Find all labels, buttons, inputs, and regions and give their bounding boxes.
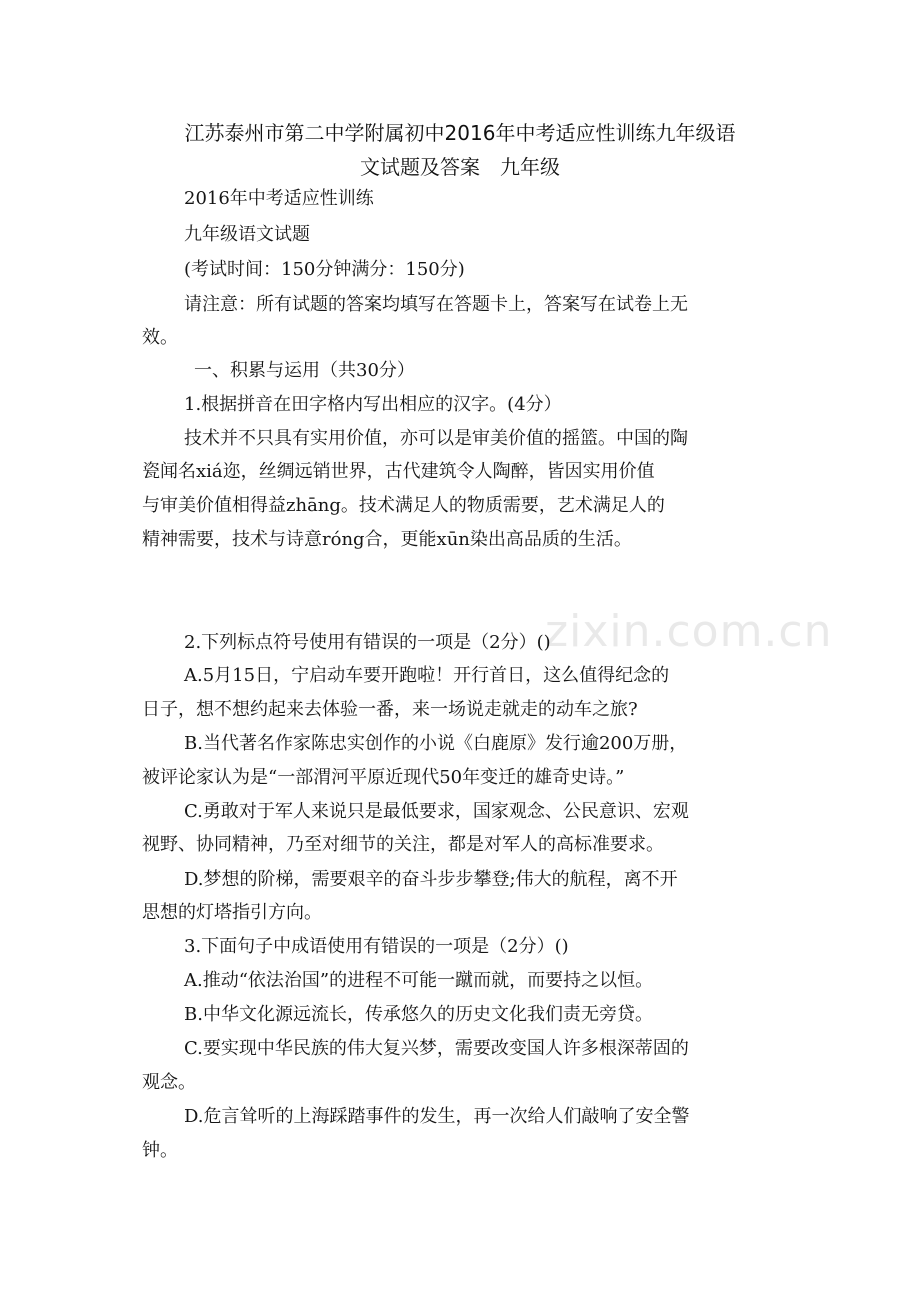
option-line: 日子，想不想约起来去体验一番，来一场说走就走的动车之旅? <box>142 699 638 720</box>
option-line: C.要实现中华民族的伟大复兴梦，需要改变国人许多根深蒂固的 <box>184 1038 689 1059</box>
section-heading: 一、积累与运用（共30分） <box>194 360 415 381</box>
option-line: A.推动“依法治国”的进程不可能一蹴而就，而要持之以恒。 <box>184 970 654 991</box>
option-line: 观念。 <box>142 1072 196 1093</box>
subtitle-exam-name: 九年级语文试题 <box>184 224 310 245</box>
option-line: 思想的灯塔指引方向。 <box>142 902 322 923</box>
option-line: A.5月15日，宁启动车要开跑啦！开行首日，这么值得纪念的 <box>184 665 670 686</box>
passage-line: 与审美价值相得益zhāng。技术满足人的物质需要，艺术满足人的 <box>142 495 665 516</box>
watermark: zixin.com.cn <box>545 606 833 657</box>
question-1-prompt: 1.根据拼音在田字格内写出相应的汉字。(4分） <box>184 394 562 415</box>
question-3-prompt: 3.下面句子中成语使用有错误的一项是（2分）() <box>184 936 569 957</box>
notice-line-1: 请注意：所有试题的答案均填写在答题卡上，答案写在试卷上无 <box>184 294 688 315</box>
exam-info: (考试时间：150分钟满分：150分) <box>184 259 465 280</box>
title-line-2: 文试题及答案 九年级 <box>360 155 560 179</box>
document-title <box>140 116 780 184</box>
option-line: D.梦想的阶梯，需要艰辛的奋斗步步攀登;伟大的航程，离不开 <box>184 869 678 890</box>
passage-line: 技术并不只具有实用价值，亦可以是审美价值的摇篮。中国的陶 <box>184 428 688 449</box>
option-line: B.当代著名作家陈忠实创作的小说《白鹿原》发行逾200万册， <box>184 733 688 754</box>
option-line: 钟。 <box>142 1140 178 1161</box>
subtitle-training: 2016年中考适应性训练 <box>184 188 374 209</box>
option-line: 视野、协同精神，乃至对细节的关注，都是对军人的高标准要求。 <box>142 834 664 855</box>
notice-line-2: 效。 <box>142 327 178 348</box>
option-line: C.勇敢对于军人来说只是最低要求，国家观念、公民意识、宏观 <box>184 801 689 822</box>
question-2-prompt: 2.下列标点符号使用有错误的一项是（2分）() <box>184 632 551 653</box>
title-line-1: 江苏泰州市第二中学附属初中2016年中考适应性训练九年级语 <box>184 121 736 145</box>
option-line: B.中华文化源远流长，传承悠久的历史文化我们责无旁贷。 <box>184 1004 653 1025</box>
passage-line: 瓷闻名xiá迩，丝绸远销世界，古代建筑令人陶醉，皆因实用价值 <box>142 461 655 482</box>
passage-line: 精神需要，技术与诗意róng合，更能xūn染出高品质的生活。 <box>142 529 632 550</box>
option-line: 被评论家认为是“一部渭河平原近现代50年变迁的雄奇史诗。” <box>142 767 625 788</box>
option-line: D.危言耸听的上海踩踏事件的发生，再一次给人们敲响了安全警 <box>184 1106 690 1127</box>
